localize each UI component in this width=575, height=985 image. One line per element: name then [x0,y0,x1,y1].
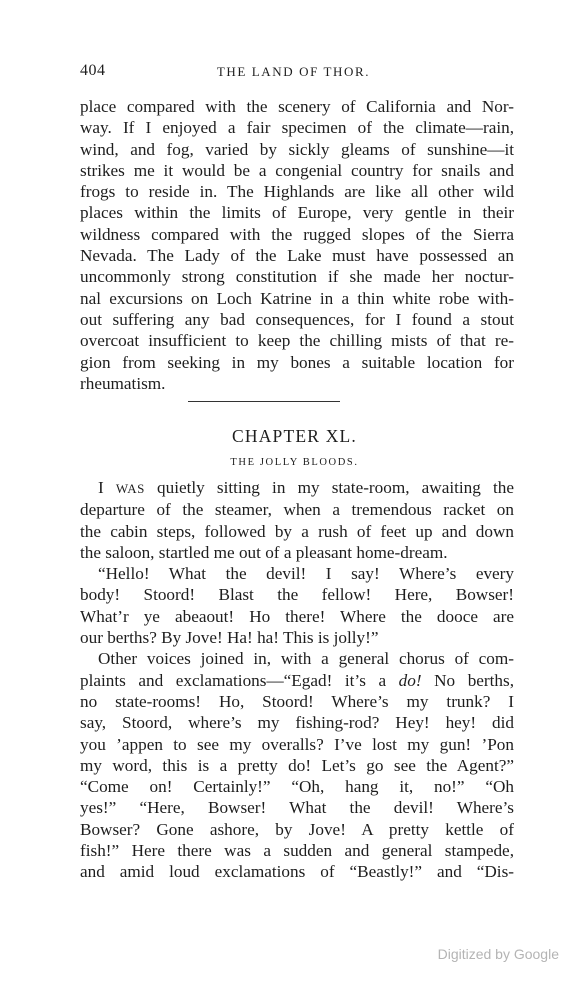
text-line: say, Stoord, where’s my fishing-rod? Hey! hey! did [80,713,514,733]
text-line: fish!” Here there was a sudden and general stampede, [80,841,514,861]
text-fragment: plaints and exclamations—“Egad! it’s a [80,670,399,690]
text-line: the saloon, startled me out of a pleasant home-dream. [80,542,448,562]
text-line: Bowser? Gone ashore, by Jove! A pretty kettle of [80,819,514,839]
text-line: places within the limits of Europe, very gentle in their [80,203,514,223]
text-fragment: No berths, [421,670,514,690]
drop-word: I [98,478,104,497]
text-line: out suffering any bad consequences, for I found a stout [80,309,514,329]
text-line: frogs to reside in. The Highlands are like all other wild [80,182,514,202]
text-line: place compared with the scenery of California and Nor- [80,97,514,116]
text-block-chapter [80,477,514,883]
text-line: way. If I enjoyed a fair specimen of the climate—rain, [80,118,514,138]
text-line-emphasis [80,670,514,691]
chapter-title: CHAPTER XL. [231,426,357,446]
italic-word: do! [398,670,422,690]
text-line: strikes me it would be a congenial country for snails and [80,160,514,180]
text-block-top [80,96,514,394]
smallcaps-word: WAS [115,481,145,496]
text-line: our berths? By Jove! Ha! ha! This is jolly!” [80,628,379,648]
text-line: rheumatism. [80,373,166,393]
text-line: uncommonly strong constitution if she made her noctur- [80,267,514,287]
text-line: nal excursions on Loch Katrine in a thin white robe with- [80,288,514,308]
page-number: 404 [80,62,106,79]
text-line: Nevada. The Lady of the Lake must have possessed an [80,246,514,266]
text-line: “Hello! What the devil! I say! Where’s every [98,564,514,584]
text-line: you ’appen to see my overalls? I’ve lost my gun! ’Pon [80,734,514,754]
text-line: What’r ye abeaout! Ho there! Where the dooce are [80,606,514,626]
text-line: departure of the steamer, when a tremendous racket on [80,500,514,520]
text-line: wind, and fog, varied by sickly gleams of sunshine—it [80,139,514,159]
text-line: “Come on! Certainly!” “Oh, hang it, no!” “Oh [80,777,514,797]
text-line: no state-rooms! Ho, Stoord! Where’s my trunk? I [80,691,514,711]
section-divider [188,401,340,402]
running-head: THE LAND OF THOR. [216,64,371,79]
paragraph-first-line [80,477,514,499]
text-line: and amid loud exclamations of “Beastly!” and “Dis- [80,862,514,882]
text-line: body! Stoord! Blast the fellow! Here, Bowser! [80,585,514,605]
digitized-watermark: Digitized by Google [437,946,559,962]
text-line: my word, this is a pretty do! Let’s go see the Agent?” [80,755,514,775]
text-line: gion from seeking in my bones a suitable location for [80,352,514,372]
chapter-subtitle: THE JOLLY BLOODS. [230,457,359,468]
text-line: overcoat insufficient to keep the chilling mists of that re- [80,331,514,351]
text-line: wildness compared with the rugged slopes of the Sierra [80,224,514,244]
text-line: yes!” “Here, Bowser! What the devil! Where’s [80,798,514,818]
text-fragment: quietly sitting in my state-room, awaiting the [144,478,515,497]
text-line: the cabin steps, followed by a rush of feet up and down [80,521,514,541]
text-line: Other voices joined in, with a general chorus of com- [98,649,514,669]
